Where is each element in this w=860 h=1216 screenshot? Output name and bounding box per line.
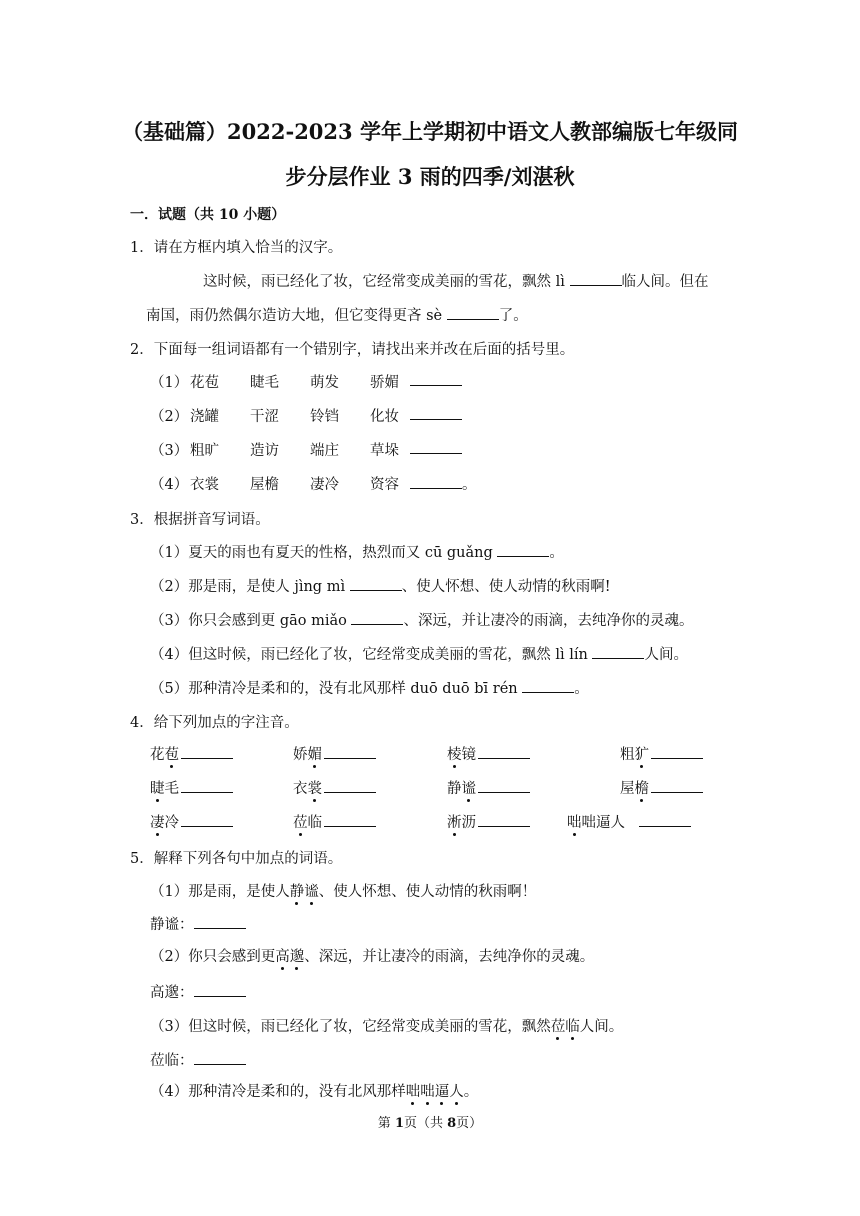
q4-blank[interactable] [651, 744, 703, 759]
q4-char: 沥 [461, 815, 476, 831]
q4-blank[interactable] [181, 744, 233, 759]
q4-blank[interactable] [651, 778, 703, 793]
dotted-char: 临 [565, 1019, 580, 1035]
q4-char: 凄 [150, 815, 165, 831]
q5-s3-text-end: 人间。 [579, 1019, 624, 1035]
q5-s1-text-end: 、使人怀想、使人动情的秋雨啊！ [318, 884, 537, 900]
q5-s3-text: （3）但这时候，雨已经化了妆，它经常变成美丽的雪花，飘然 [150, 1019, 551, 1035]
q4-char: 衣 [293, 781, 308, 797]
q4-char: 镜 [461, 747, 476, 763]
q4-word-item [447, 777, 530, 798]
q4-char: 屋 [620, 781, 635, 797]
q4-word-item [150, 777, 233, 798]
footer-text-a: 第 [377, 1116, 395, 1131]
q1-stem: 1．请在方框内填入恰当的汉字。 [130, 240, 343, 256]
q5-k1-label: 静谧： [150, 917, 194, 933]
q2-row-end: 。 [462, 477, 477, 493]
q5-s4-text-end: 。 [463, 1084, 479, 1100]
q3-blank[interactable] [497, 542, 549, 557]
q3-item-text: （1）夏天的雨也有夏天的性格，热烈而又 cū guǎng [150, 545, 498, 561]
q4-blank[interactable] [639, 812, 691, 827]
q4-char: 娇 [293, 747, 308, 763]
page-title-line-2: 步分层作业 3 雨的四季/刘湛秋 [285, 164, 575, 189]
q2-word: 花苞 [190, 375, 219, 391]
q2-blank[interactable] [410, 474, 462, 489]
q2-blank[interactable] [410, 371, 462, 386]
q4-char: 裳 [307, 781, 322, 797]
q5-s1-dotted-word [290, 884, 319, 900]
q3-blank[interactable] [350, 576, 402, 591]
q5-s4-dotted-word [406, 1084, 464, 1100]
q4-word-item [150, 811, 233, 832]
q4-char: 逼 [596, 815, 611, 831]
q5-k2-label: 高邈： [150, 985, 194, 1001]
q3-item-end: 、使人怀想、使人动情的秋雨啊! [401, 579, 611, 595]
q5-stem: 5．解释下列各句中加点的词语。 [130, 851, 343, 867]
q4-word [567, 815, 625, 831]
q4-char: 檐 [634, 781, 649, 797]
q3-item-text: （3）你只会感到更 gāo miǎo [150, 613, 352, 629]
q4-char: 犷 [634, 747, 649, 763]
q1-text-a: 这时候，雨已经化了妆，它经常变成美丽的雪花，飘然 lì [203, 274, 570, 290]
q5-sentence-4 [150, 1080, 478, 1101]
q1-paragraph-line-1 [203, 270, 709, 291]
q3-item-text: （4）但这时候，雨已经化了妆，它经常变成美丽的雪花，飘然 lì lín [150, 647, 593, 663]
q3-item [150, 575, 611, 596]
q3-item-text: （5）那种清冷是柔和的，没有北风那样 duō duō bī rén [150, 681, 523, 697]
dotted-char: 邈 [289, 949, 305, 965]
dotted-char: 静 [289, 884, 305, 900]
q4-blank[interactable] [324, 778, 376, 793]
q2-answer [410, 439, 462, 458]
q3-item-end: 。 [549, 545, 564, 561]
q3-blank[interactable] [351, 610, 403, 625]
q2-word: 化妆 [370, 409, 399, 425]
footer-text-c: 页） [456, 1116, 483, 1131]
q5-blank-2[interactable] [194, 982, 246, 997]
q1-text-d: 了。 [498, 308, 528, 324]
q5-sentence-1 [150, 880, 536, 901]
q2-word: 凄冷 [310, 477, 339, 493]
q2-word: 草垛 [370, 443, 399, 459]
q5-s3-dotted-word [551, 1019, 580, 1035]
q2-word: 萌发 [310, 375, 339, 391]
q5-k3-label: 莅临： [150, 1053, 194, 1069]
q2-stem: 2．下面每一组词语都有一个错别字，请找出来并改在后面的括号里。 [130, 342, 575, 358]
q4-blank[interactable] [478, 744, 530, 759]
q3-item [150, 609, 693, 630]
q5-sentence-2 [150, 945, 594, 966]
q5-blank-3[interactable] [194, 1050, 246, 1065]
q2-answer [410, 405, 462, 424]
q2-word: 资容 [370, 477, 399, 493]
q4-char: 咄 [567, 815, 582, 831]
q2-blank[interactable] [410, 405, 462, 420]
footer-text-b: 页（共 [403, 1116, 448, 1131]
q4-char: 花 [150, 747, 165, 763]
q4-word-item [447, 811, 530, 832]
q3-item-end: 。 [574, 681, 589, 697]
footer-page-number: 1 [394, 1116, 404, 1131]
footer-total-pages: 8 [447, 1116, 457, 1131]
q4-stem: 4．给下列加点的字注音。 [130, 715, 299, 731]
q4-blank[interactable] [181, 778, 233, 793]
q4-char: 冷 [164, 815, 179, 831]
section-heading: 一．试题（共 10 小题） [130, 207, 286, 223]
q5-answer-3 [150, 1049, 246, 1070]
dotted-char: 逼 [434, 1084, 450, 1100]
q5-s2-dotted-word [275, 949, 304, 965]
q3-item-end: 、深远，并让凄冷的雨滴，去纯净你的灵魂。 [403, 613, 694, 629]
q2-answer [410, 371, 462, 390]
page-footer [0, 1112, 860, 1131]
q4-char: 苞 [164, 747, 179, 763]
q1-paragraph-line-2 [146, 304, 528, 325]
q2-word: 衣裳 [190, 477, 219, 493]
q4-char: 静 [447, 781, 462, 797]
q5-s2-text: （2）你只会感到更 [150, 949, 276, 965]
q4-word-item [150, 743, 233, 764]
q5-s1-text: （1）那是雨，是使人 [150, 884, 290, 900]
q2-word: 粗旷 [190, 443, 219, 459]
q1-text-c: 南国，雨仍然偶尔造访大地，但它变得更吝 sè [146, 308, 447, 324]
q2-row-number: （2） [150, 409, 189, 425]
q4-word-item [293, 743, 376, 764]
q5-sentence-3 [150, 1015, 623, 1036]
q2-word: 骄媚 [370, 375, 399, 391]
q3-item-end: 人间。 [644, 647, 688, 663]
dotted-char: 咄 [405, 1084, 421, 1100]
page-title-line-1: （基础篇）2022-2023 学年上学期初中语文人教部编版七年级同 [122, 119, 738, 144]
q4-blank[interactable] [324, 812, 376, 827]
q3-item [150, 541, 564, 562]
q3-item [150, 643, 688, 664]
q4-char: 睫 [150, 781, 165, 797]
q2-word: 睫毛 [250, 375, 279, 391]
q2-row-number: （4） [150, 477, 189, 493]
q4-char: 咄 [581, 815, 596, 831]
q4-blank[interactable] [324, 744, 376, 759]
q4-word-item [447, 743, 530, 764]
q1-blank-1[interactable] [570, 271, 622, 286]
q4-char: 媚 [307, 747, 322, 763]
q2-word: 端庄 [310, 443, 339, 459]
q5-blank-1[interactable] [194, 914, 246, 929]
q4-char: 莅 [293, 815, 308, 831]
q4-char: 淅 [447, 815, 462, 831]
q2-word: 造访 [250, 443, 279, 459]
q2-word: 干涩 [250, 409, 279, 425]
q4-blank[interactable] [478, 778, 530, 793]
q5-s2-text-end: 、深远，并让凄冷的雨滴，去纯净你的灵魂。 [304, 949, 595, 965]
q4-char: 临 [307, 815, 322, 831]
q3-blank[interactable] [522, 678, 574, 693]
q2-word: 铃铛 [310, 409, 339, 425]
q2-blank[interactable] [410, 439, 462, 454]
q4-char: 毛 [164, 781, 179, 797]
q4-char: 棱 [447, 747, 462, 763]
q4-word-item [620, 743, 703, 764]
q3-blank[interactable] [592, 644, 644, 659]
q4-word-item [567, 811, 691, 832]
q4-char: 人 [610, 815, 625, 831]
q5-answer-2 [150, 981, 246, 1002]
q4-word-item [293, 777, 376, 798]
q5-answer-1 [150, 913, 246, 934]
q5-s4-text: （4）那种清冷是柔和的，没有北风那样 [150, 1084, 406, 1100]
q1-blank-2[interactable] [447, 305, 499, 320]
q3-item-text: （2）那是雨，是使人 jìng mì [150, 579, 350, 595]
q3-item [150, 677, 589, 698]
q2-word: 浇罐 [190, 409, 219, 425]
q4-char: 粗 [620, 747, 635, 763]
q2-answer [410, 473, 477, 494]
dotted-char: 咄 [420, 1084, 435, 1100]
dotted-char: 人 [449, 1084, 464, 1100]
dotted-char: 莅 [550, 1019, 566, 1035]
q2-row-number: （1） [150, 375, 189, 391]
q2-row-number: （3） [150, 443, 189, 459]
q1-text-b: 临人间。但在 [621, 274, 709, 290]
dotted-char: 谧 [304, 884, 319, 900]
q3-stem: 3．根据拼音写词语。 [130, 512, 270, 528]
q4-word-item [620, 777, 703, 798]
q4-word-item [293, 811, 376, 832]
q4-blank[interactable] [181, 812, 233, 827]
q2-word: 屋檐 [250, 477, 279, 493]
q4-char: 谧 [461, 781, 476, 797]
dotted-char: 高 [275, 949, 290, 965]
q4-blank[interactable] [478, 812, 530, 827]
